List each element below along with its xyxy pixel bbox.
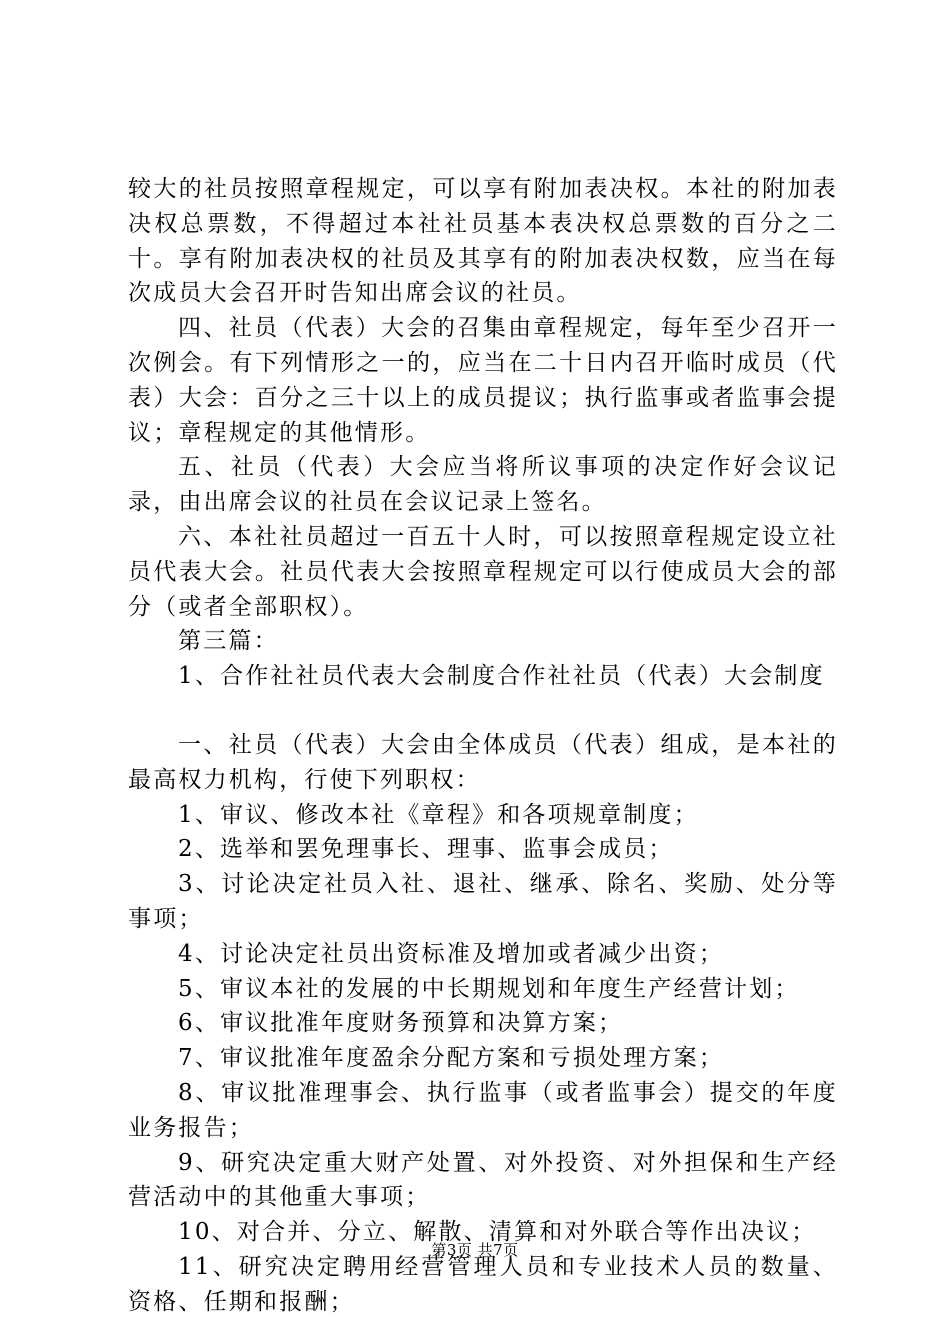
list-item: 5、审议本社的发展的中长期规划和年度生产经营计划；	[178, 975, 800, 1002]
paragraph-item-5: 五、社员（代表）大会应当将所议事项的决定作好会议记录，由出席会议的社员在会议记录上签名。	[128, 454, 838, 516]
paragraph-continuation: 较大的社员按照章程规定，可以享有附加表决权。本社的附加表决权总票数，不得超过本社社员基本表决权总票数的百分之二十。享有附加表决权的社员及其享有的附加表决权数，应当在每次成员大会召开时告知出席会议的社员。	[128, 176, 838, 307]
list-item: 3、讨论决定社员入社、退社、继承、除名、奖励、处分等事项；	[128, 871, 838, 932]
list-item: 11、研究决定聘用经营管理人员和专业技术人员的数量、资格、任期和报酬；	[128, 1253, 838, 1315]
paragraph-item-1: 一、社员（代表）大会由全体成员（代表）组成，是本社的最高权力机构，行使下列职权：	[128, 731, 838, 793]
section-title: 1、合作社社员代表大会制度合作社社员（代表）大会制度	[178, 663, 825, 690]
page-number-footer: 第3页 共7页	[431, 1241, 519, 1259]
paragraph-item-4: 四、社员（代表）大会的召集由章程规定，每年至少召开一次例会。有下列情形之一的，应当在二十日内召开临时成员（代表）大会：百分之三十以上的成员提议；执行监事或者监事会提议；章程规定的其他情形。	[128, 315, 838, 446]
list-item: 7、审议批准年度盈余分配方案和亏损处理方案；	[178, 1045, 725, 1072]
list-item: 4、讨论决定社员出资标准及增加或者减少出资；	[178, 940, 725, 967]
body-text	[128, 172, 838, 1320]
list-item: 10、对合并、分立、解散、清算和对外联合等作出决议；	[178, 1219, 817, 1246]
section-heading: 第三篇：	[178, 628, 279, 655]
paragraph-item-6: 六、本社社员超过一百五十人时，可以按照章程规定设立社员代表大会。社员代表大会按照章程规定可以行使成员大会的部分（或者全部职权）。	[128, 523, 838, 620]
list-item: 1、审议、修改本社《章程》和各项规章制度；	[178, 801, 699, 828]
list-item: 2、选举和罢免理事长、理事、监事会成员；	[178, 836, 674, 863]
list-item: 9、研究决定重大财产处置、对外投资、对外担保和生产经营活动中的其他重大事项；	[128, 1149, 838, 1211]
list-item: 6、审议批准年度财务预算和决算方案；	[178, 1010, 624, 1037]
list-item: 8、审议批准理事会、执行监事（或者监事会）提交的年度业务报告；	[128, 1079, 838, 1141]
